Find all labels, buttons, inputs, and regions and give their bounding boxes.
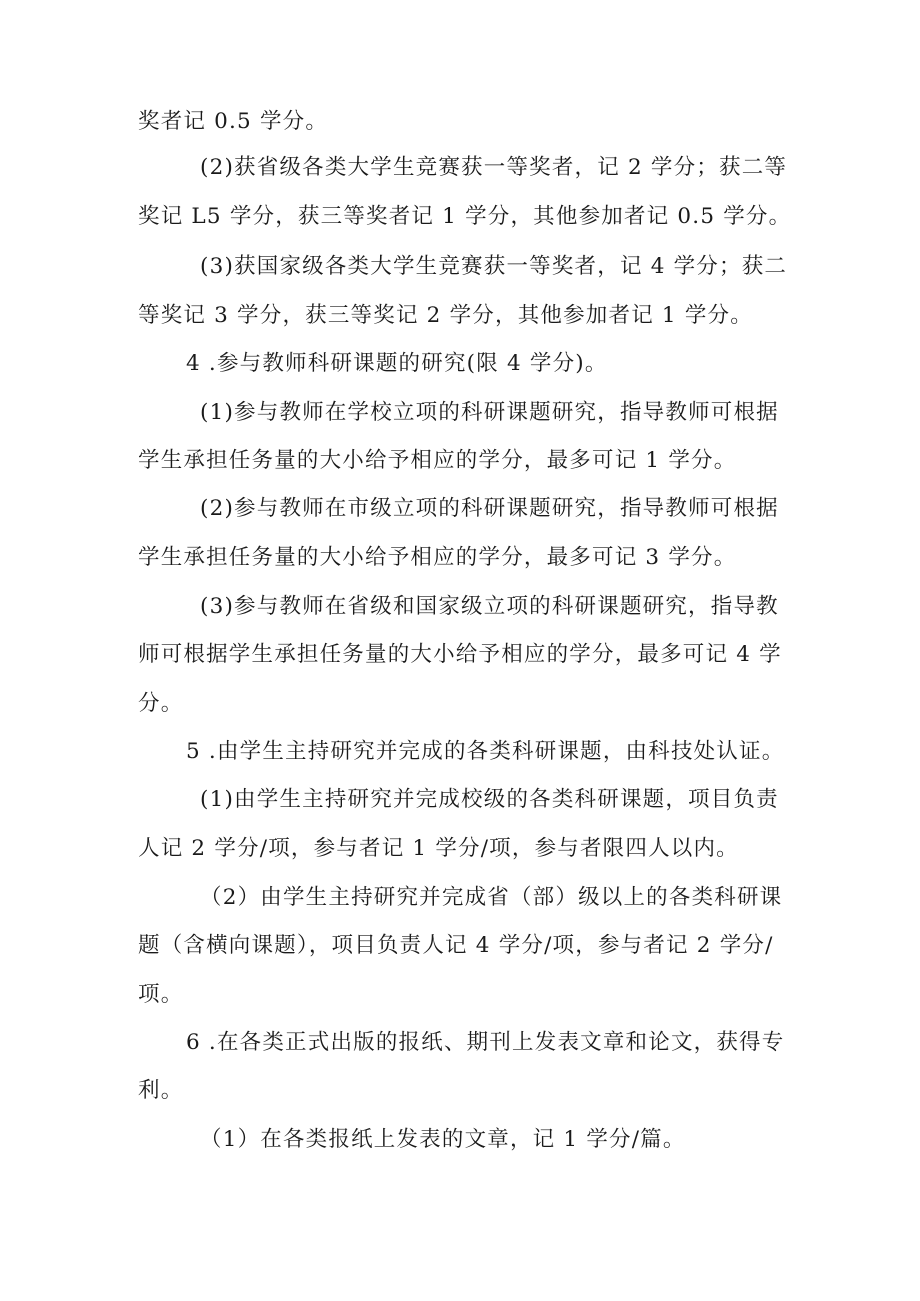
text-line: 学生承担任务量的大小给予相应的学分，最多可记 1 学分。 bbox=[138, 448, 737, 473]
text-line: (1)参与教师在学校立项的科研课题研究，指导教师可根据 bbox=[200, 400, 779, 425]
section-heading-6: 6 .在各类正式出版的报纸、期刊上发表文章和论文，获得专 bbox=[186, 1030, 785, 1055]
text-line: (3)获国家级各类大学生竞赛获一等奖者，记 4 学分；获二 bbox=[200, 254, 788, 279]
text-line: 师可根据学生承担任务量的大小给予相应的学分，最多可记 4 学 bbox=[138, 642, 782, 667]
section-heading-4: 4 .参与教师科研课题的研究(限 4 学分)。 bbox=[186, 351, 608, 376]
text-line: (1)由学生主持研究并完成校级的各类科研课题，项目负责 bbox=[200, 787, 779, 812]
text-line: (2)参与教师在市级立项的科研课题研究，指导教师可根据 bbox=[200, 496, 779, 521]
text-line: 等奖记 3 学分，获三等奖记 2 学分，其他参加者记 1 学分。 bbox=[138, 303, 753, 328]
text-line: 奖者记 0.5 学分。 bbox=[138, 109, 329, 134]
text-line: （1）在各类报纸上发表的文章，记 1 学分/篇。 bbox=[200, 1127, 686, 1152]
text-line: 学生承担任务量的大小给予相应的学分，最多可记 3 学分。 bbox=[138, 545, 737, 570]
text-line: (3)参与教师在省级和国家级立项的科研课题研究，指导教 bbox=[200, 594, 779, 619]
text-line: 奖记 L5 学分，获三等奖者记 1 学分，其他参加者记 0.5 学分。 bbox=[138, 204, 792, 229]
text-line: （2）由学生主持研究并完成省（部）级以上的各类科研课 bbox=[200, 885, 783, 910]
text-line: 题（含横向课题），项目负责人记 4 学分/项，参与者记 2 学分/ bbox=[138, 933, 774, 958]
text-line: 利。 bbox=[138, 1078, 184, 1103]
text-line: 人记 2 学分/项，参与者记 1 学分/项，参与者限四人以内。 bbox=[138, 836, 739, 861]
text-line: 分。 bbox=[138, 691, 184, 716]
section-heading-5: 5 .由学生主持研究并完成的各类科研课题，由科技处认证。 bbox=[186, 739, 785, 764]
text-line: 项。 bbox=[138, 982, 184, 1007]
text-line: (2)获省级各类大学生竞赛获一等奖者，记 2 学分；获二等 bbox=[200, 155, 788, 180]
